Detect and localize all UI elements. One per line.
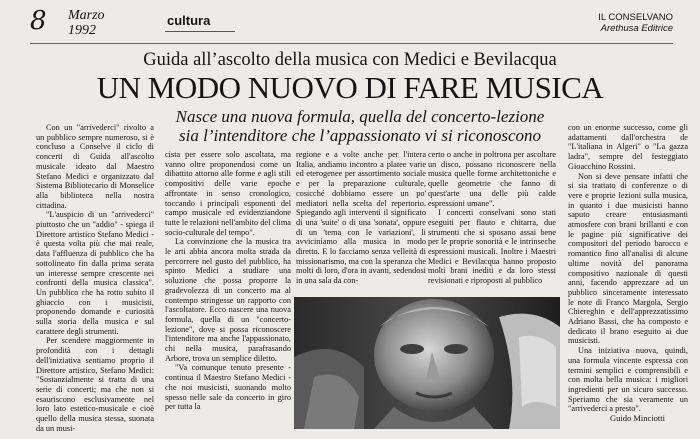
article-title: UN MODO NUOVO DI FARE MUSICA: [96, 70, 604, 105]
issue-date: [68, 8, 105, 38]
header-rule: [30, 43, 673, 44]
paragraph: La convinzione che la musica tra le arti abbia ancora molta strada da percorrere nel gusto del pubblico, ha spinto Medici a studiare una soluzione che possa proporre la gradevolezza di un concerto ma al contempo stringesse un rapporto con l'ascoltatore. Ecco nascere una nuova formula, quella di un "concerto-lezione", dove si possa riconoscere l'intenditore ma anche l'appassionato, chi nella musica, parafrasando Arbore, trova un semplice diletto.: [165, 237, 291, 363]
paragraph: Una iniziativa nuova, quindi, una formula vincente espressa con termini semplici e comprensibili e con molta bella musica: i migliori ingredienti per un sicuro successo. Speriamo che sia veramente un "arrivederci a presto".: [568, 346, 688, 414]
paragraph: cista per essere solo ascoltata, ma vanno oltre proponendosi come un dibattito attorno alle forme e agli stili compositivi delle varie epoche affrontate in senso cronologico, toccando i principali esponenti del campo musicale ed evidenziandone tutte le relazioni nell'ambito del clima socio-culturale del tempo".: [165, 150, 291, 237]
statue-photo-svg: [294, 297, 560, 429]
paragraph: certo o anche in poltrona per ascoltare un disco, possano riconoscere nella musica quelle forme architettoniche e quelle geometrie che fanno di quest'arte una delle più calde espressioni umane".: [428, 150, 556, 208]
paragraph: con un enorme successo, come gli adattamenti dall'orchestra de "L'italiana in Algeri" o "La gazza ladra", sempre del festeggiato Gioacchino Rossini.: [568, 123, 688, 171]
issue-year: 1992: [68, 23, 96, 38]
issue-month: Marzo: [68, 8, 105, 23]
subtitle-line-1: Nasce una nuova formula, quella del concerto-lezione: [175, 107, 545, 126]
publication-block: [598, 12, 673, 34]
subtitle-line-2: sia l’intenditore che l’appassionato vi si riconoscono: [179, 126, 541, 145]
paragraph: Non si deve pensare infatti che si sia trattato di conferenze o di vere e proprie lezioni sulla musica, in quanto i due musicisti hanno saputo creare entusiasmanti atmosfere con brani brillanti e con le pagine più significative dei compositori del periodo barocco e romantico fino all'analisi di alcune ultime novità del panorama compositivo nazionale di questi anni, facendo apprezzare ad un pubblico sinceramente interessato le note di Franco Margola, Sergio Chiereghin e dell'apprezzatissimo Adriano Bassi, che ha composto e dedicato il brano eseguito ai due musicisti.: [568, 171, 688, 346]
paragraph: regione e a volte anche per l'intera Italia, andiamo incontro a platee varie ed eterogenee per assortimento sociale e per la preparazione culturale, cosicché dobbiamo essere un po' mediatori nella scelta del repertorio. Spiegando agli interventi il significato di una 'suite' o di una 'sonata', oppure di un 'tema con le variazioni', li avviciniamo alla musica in modo diretto. E lo facciamo senza velleità di missionarismo, ma con la speranza che molti di loro, d'ora in avanti, sedendosi in una sala da con-: [296, 150, 426, 286]
paragraph: Per scendere maggiormente in profondità con i dettagli dell'iniziativa sentiamo proprio il Direttore artistico, Stefano Medici: "Sostanzialmente si tratta di una serie di concerti; ma che non si esauriscono esclusivamente nel loro lato estetico-musicale e cioè quello della musica stessa, suonata da un musi-: [36, 336, 154, 433]
publisher-name: Arethusa Editrice: [600, 23, 673, 34]
article-photo: [294, 297, 560, 429]
page-number: 8: [30, 6, 47, 36]
article-kicker: Guida all’ascolto della musica con Medici e Bevilacqua: [143, 50, 557, 70]
article-column-3: [296, 150, 426, 286]
article-column-4: [428, 150, 556, 286]
article-column-1: [36, 123, 154, 434]
article-column-5: [568, 123, 688, 414]
section-label: cultura: [167, 13, 211, 28]
article-column-2: [165, 150, 291, 412]
paragraph: "L'auspicio di un "arrivederci" piuttosto che un "addio" - spiega il Direttore artistico Stefano Medici - è questa volta più che mai reale, data l'affluenza di pubblico che ha sottolineato fin dalla prima serata un interesse sempre crescente nei confronti della musica classica". Un pubblico che ha rotto subito il ghiaccio con i musicisti, proponendo domande e curiosità sulla storia della musica e sul carattere degli strumenti.: [36, 210, 154, 336]
paragraph: "Va comunque tenuto presente - continua il Maestro Stefano Medici - che noi musicisti, suonando molto spesso nelle sale da concerto in giro per tutta la: [165, 363, 291, 412]
paragraph: I concerti conselvani sono stati eseguiti per flauto e chitarra, due strumenti che si sposano assai bene per le proprie sonorità e le intrinseche espressioni musicali. Inoltre i Maestri Medici e Bevilacqua hanno proposto molti brani inediti e da loro stessi revisionati e riproposti al pubblico: [428, 208, 556, 286]
paragraph: Con un "arrivederci" rivolto a un pubblico sempre numeroso, si è concluso a Conselve il ciclo di concerti di Guida all'ascolto musicale ideato dal Maestro Stefano Medici e organizzato dal Sistema Bibliotecario di Monselice alla biblioteca nella nostra cittadina.: [36, 123, 154, 210]
article-author: Guido Minciotti: [610, 413, 666, 423]
publication-name: IL CONSELVANO: [598, 12, 673, 23]
section-underline: [165, 31, 235, 32]
